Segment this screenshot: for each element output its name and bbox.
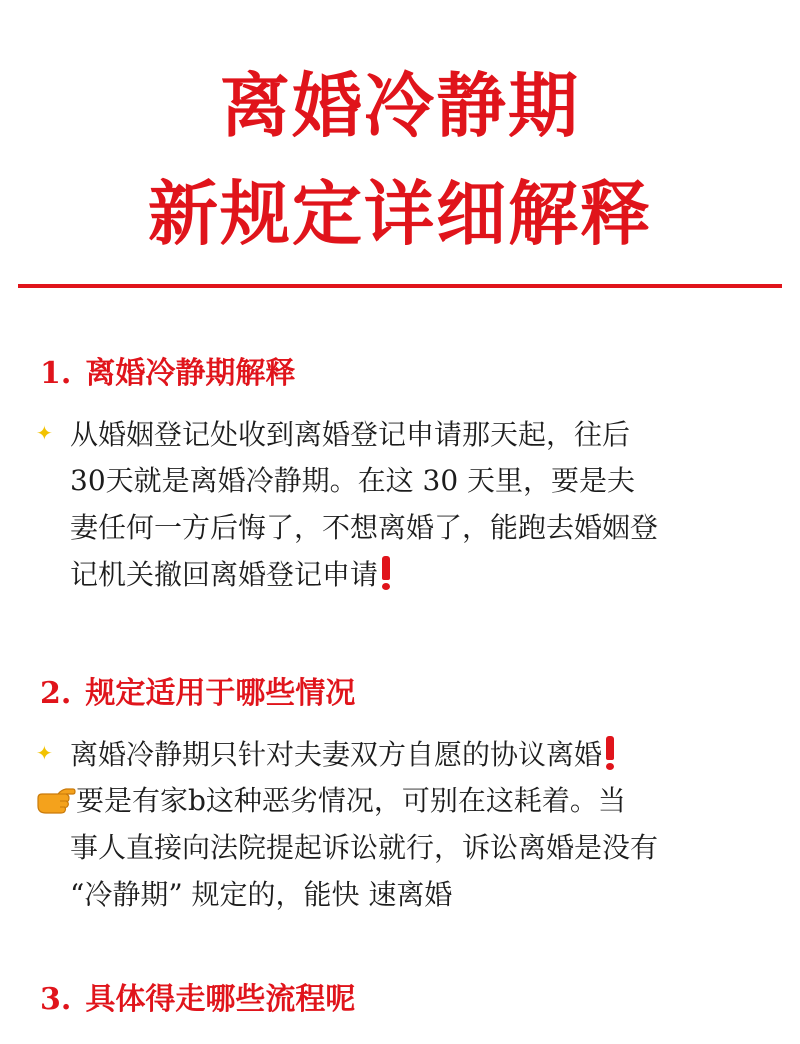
paragraph-text: 离婚冷静期只针对夫妻双方自愿的协议离婚 <box>70 738 603 771</box>
section-3-number: 3. <box>40 982 72 1017</box>
paragraph-line <box>36 457 776 504</box>
paragraph-line <box>36 824 776 871</box>
section-2-number: 2. <box>40 676 72 711</box>
section-1-title: 离婚冷静期解释 <box>85 356 296 391</box>
page-title-line-1: 离婚冷静期 <box>220 65 580 147</box>
paragraph-text: “冷静期” 规定的，能快 速离婚 <box>70 878 453 911</box>
red-exclamation-icon <box>604 736 616 770</box>
section-3-heading <box>40 980 355 1020</box>
red-exclamation-icon <box>380 556 392 590</box>
paragraph-line <box>36 410 776 457</box>
pointing-hand-icon <box>36 781 76 809</box>
sparkle-icon: ✦ <box>36 421 53 445</box>
paragraph-line <box>36 551 776 598</box>
paragraph-line <box>36 504 776 551</box>
section-1-number: 1. <box>40 356 72 391</box>
title-divider <box>18 284 782 288</box>
section-2-paragraph <box>36 730 776 918</box>
paragraph-text: 记机关撤回离婚登记申请 <box>70 558 379 591</box>
section-3-title: 具体得走哪些流程呢 <box>85 982 356 1017</box>
paragraph-text: 30天就是离婚冷静期。在这 30 天里，要是夫 <box>70 464 636 497</box>
page-title-line-2: 新规定详细解释 <box>148 173 652 255</box>
paragraph-text: 从婚姻登记处收到离婚登记申请那天起，往后 <box>70 418 631 451</box>
paragraph-line <box>36 730 776 777</box>
paragraph-text: 事人直接向法院提起诉讼就行，诉讼离婚是没有 <box>70 831 659 864</box>
paragraph-line <box>36 777 776 824</box>
paragraph-line <box>36 871 776 918</box>
sparkle-icon: ✦ <box>36 741 53 765</box>
section-1-heading <box>40 354 295 394</box>
section-1-paragraph <box>36 410 776 598</box>
section-2-heading <box>40 674 355 714</box>
section-2-title: 规定适用于哪些情况 <box>85 676 356 711</box>
paragraph-text: 要是有家b这种恶劣情况，可别在这耗着。当 <box>76 784 626 817</box>
paragraph-text: 妻任何一方后悔了，不想离婚了，能跑去婚姻登 <box>70 511 659 544</box>
